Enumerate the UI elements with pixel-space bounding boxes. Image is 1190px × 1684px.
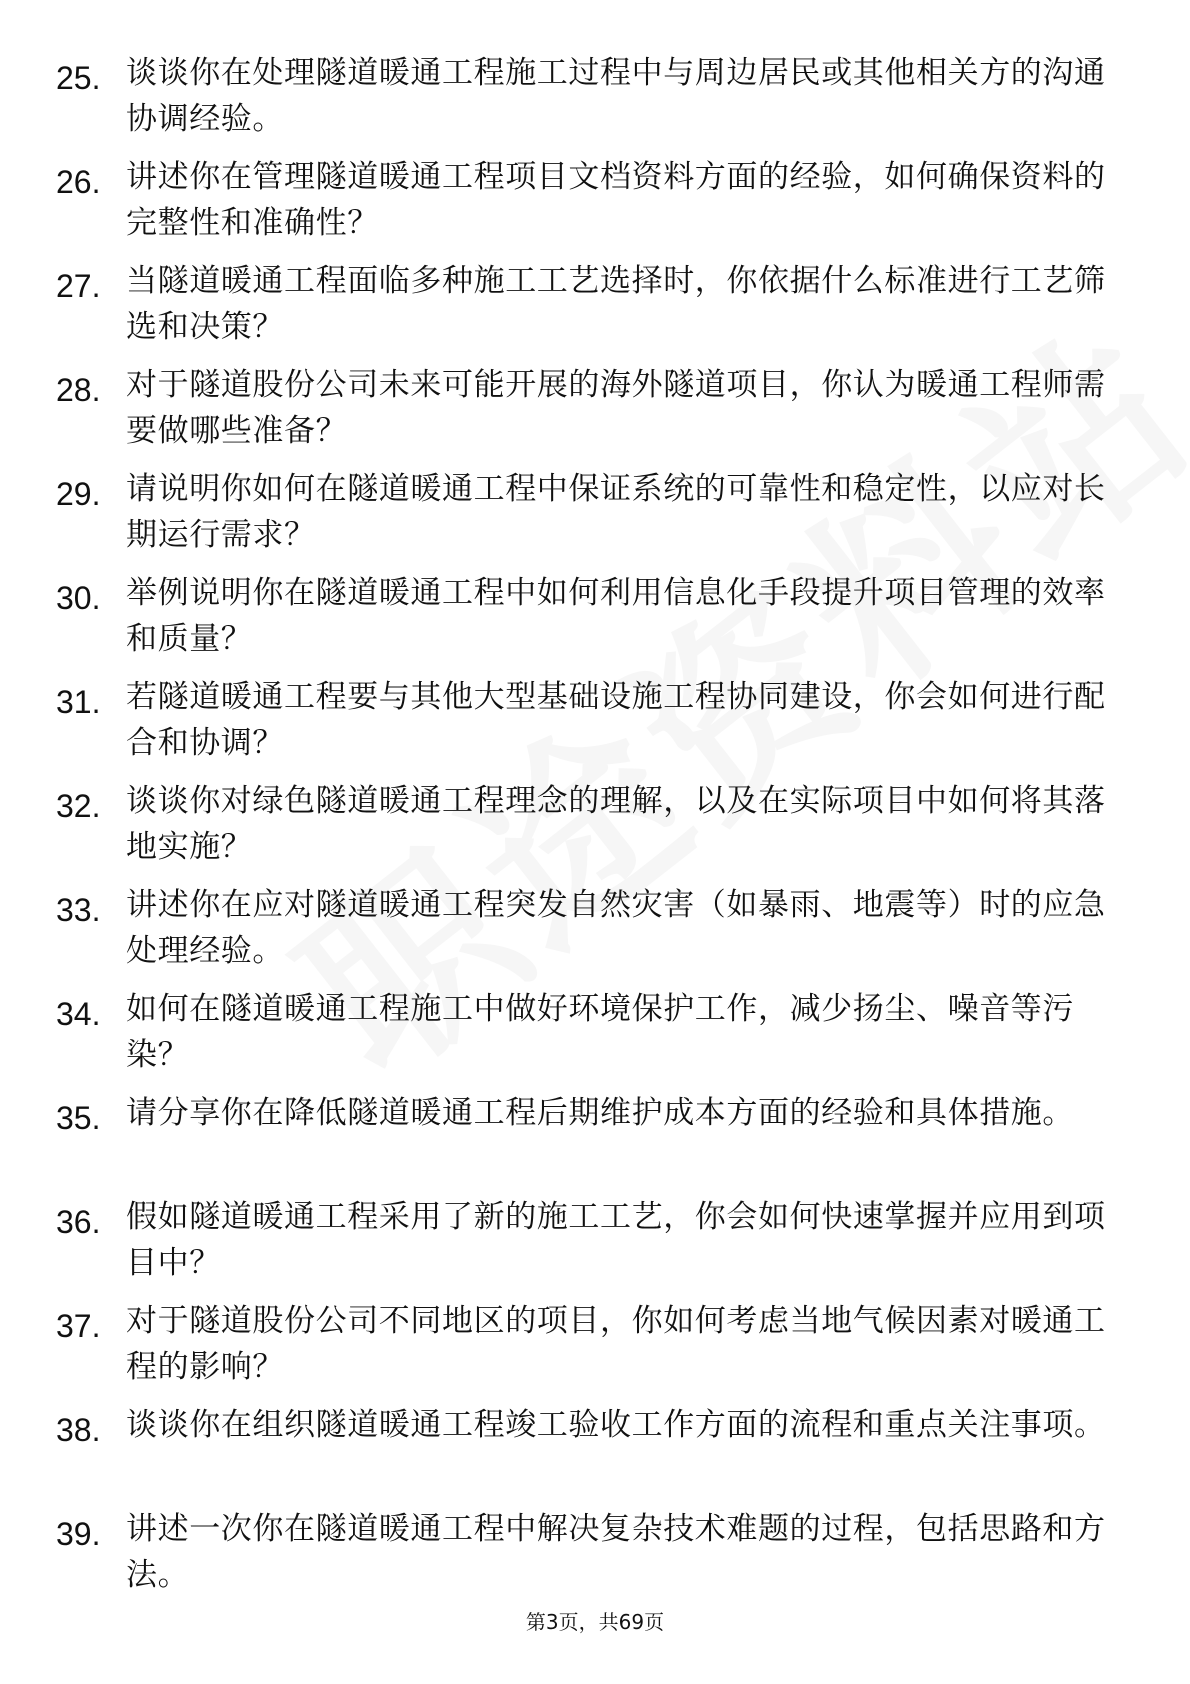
question-text: 当隧道暖通工程面临多种施工工艺选择时，你依据什么标准进行工艺筛选和决策？ <box>126 263 1106 345</box>
question-item <box>0 362 1190 466</box>
question-text: 对于隧道股份公司不同地区的项目，你如何考虑当地气候因素对暖通工程的影响？ <box>126 1303 1106 1385</box>
question-text: 举例说明你在隧道暖通工程中如何利用信息化手段提升项目管理的效率和质量？ <box>126 575 1106 657</box>
question-item <box>0 466 1190 570</box>
question-number: 27. <box>56 268 101 304</box>
question-text: 讲述你在管理隧道暖通工程项目文档资料方面的经验，如何确保资料的完整性和准确性？ <box>126 159 1106 241</box>
question-number: 37. <box>56 1308 101 1344</box>
question-text: 讲述你在应对隧道暖通工程突发自然灾害（如暴雨、地震等）时的应急处理经验。 <box>126 887 1106 969</box>
question-text: 若隧道暖通工程要与其他大型基础设施工程协同建设，你会如何进行配合和协调？ <box>126 679 1106 761</box>
question-item <box>0 50 1190 154</box>
question-item <box>0 258 1190 362</box>
question-number: 33. <box>56 892 101 928</box>
question-number: 36. <box>56 1204 101 1240</box>
question-item <box>0 674 1190 778</box>
question-item <box>0 1298 1190 1402</box>
question-item <box>0 154 1190 258</box>
question-item <box>0 1402 1190 1506</box>
question-text: 谈谈你在处理隧道暖通工程施工过程中与周边居民或其他相关方的沟通协调经验。 <box>126 55 1106 137</box>
question-text: 谈谈你在组织隧道暖通工程竣工验收工作方面的流程和重点关注事项。 <box>126 1407 1106 1443</box>
question-item <box>0 986 1190 1090</box>
question-text: 谈谈你对绿色隧道暖通工程理念的理解，以及在实际项目中如何将其落地实施？ <box>126 783 1106 865</box>
question-number: 31. <box>56 684 101 720</box>
question-number: 32. <box>56 788 101 824</box>
question-text: 如何在隧道暖通工程施工中做好环境保护工作，减少扬尘、噪音等污染？ <box>126 991 1074 1073</box>
question-number: 34. <box>56 996 101 1032</box>
question-item <box>0 1194 1190 1298</box>
question-number: 28. <box>56 372 101 408</box>
question-number: 38. <box>56 1412 101 1448</box>
question-item <box>0 570 1190 674</box>
question-number: 39. <box>56 1516 101 1552</box>
question-item <box>0 1090 1190 1194</box>
question-text: 请分享你在降低隧道暖通工程后期维护成本方面的经验和具体措施。 <box>126 1095 1074 1131</box>
question-text: 对于隧道股份公司未来可能开展的海外隧道项目，你认为暖通工程师需要做哪些准备？ <box>126 367 1106 449</box>
question-item <box>0 882 1190 986</box>
question-text: 讲述一次你在隧道暖通工程中解决复杂技术难题的过程，包括思路和方法。 <box>126 1511 1106 1593</box>
question-item <box>0 778 1190 882</box>
question-list <box>0 50 1190 1610</box>
question-number: 26. <box>56 164 101 200</box>
question-number: 30. <box>56 580 101 616</box>
question-number: 25. <box>56 60 101 96</box>
page-footer: 第3页，共69页 <box>525 1610 665 1634</box>
question-text: 请说明你如何在隧道暖通工程中保证系统的可靠性和稳定性，以应对长期运行需求？ <box>126 471 1106 553</box>
question-text: 假如隧道暖通工程采用了新的施工工艺，你会如何快速掌握并应用到项目中？ <box>126 1199 1106 1281</box>
question-number: 29. <box>56 476 101 512</box>
question-number: 35. <box>56 1100 101 1136</box>
question-item <box>0 1506 1190 1610</box>
